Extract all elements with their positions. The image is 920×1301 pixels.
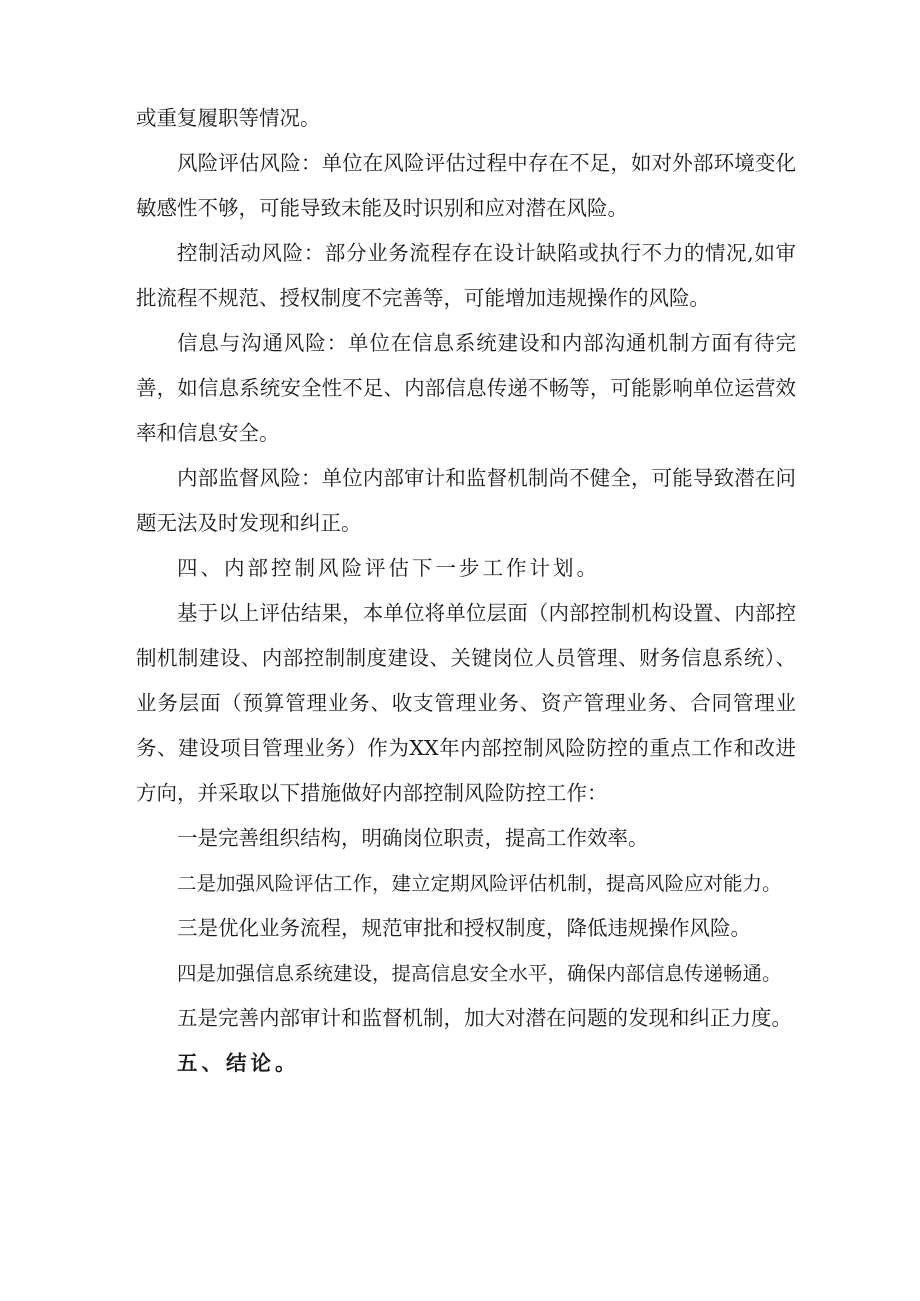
measure-item: 一是完善组织结构，明确岗位职责，提高工作效率。 [177, 826, 649, 850]
measure-item: 三是优化业务流程，规范审批和授权制度，降低违规操作风险。 [177, 916, 751, 940]
paragraph-control-activity: 控制活动风险：部分业务流程存在设计缺陷或执行不力的情况,如审批流程不规范、授权制度不完善等，可能增加违规操作的风险。 [136, 241, 796, 310]
paragraph-continuation: 或重复履职等情况。 [136, 106, 321, 130]
section-heading-4: 四、内部控制风险评估下一步工作计划。 [177, 556, 600, 580]
paragraph-risk-assessment: 风险评估风险：单位在风险评估过程中存在不足，如对外部环境变化敏感性不够，可能导致未能及时识别和应对潜在风险。 [136, 151, 796, 220]
measure-item: 五是完善内部审计和监督机制，加大对潜在问题的发现和纠正力度。 [177, 1006, 792, 1030]
measure-item: 四是加强信息系统建设，提高信息安全水平，确保内部信息传递畅通。 [177, 962, 782, 985]
paragraph-info-communication: 信息与沟通风险：单位在信息系统建设和内部沟通机制方面有待完善，如信息系统安全性不足、内部信息传递不畅等，可能影响单位运营效率和信息安全。 [136, 331, 796, 445]
document-page [136, 96, 796, 1086]
section-heading-5: 五、结论。 [177, 1051, 300, 1075]
paragraph-internal-supervision: 内部监督风险：单位内部审计和监督机制尚不健全，可能导致潜在问题无法及时发现和纠正。 [136, 466, 796, 535]
section-4-intro: 基于以上评估结果，本单位将单位层面（内部控制机构设置、内部控制机制建设、内部控制制度建设、关键岗位人员管理、财务信息系统）、业务层面（预算管理业务、收支管理业务、资产管理业务、合同管理业务、建设项目管理业务）作为XX年内部控制风险防控的重点工作和改进方向，并采取以下措施做好内部控制风险防控工作： [136, 601, 796, 805]
measure-item: 二是加强风险评估工作，建立定期风险评估机制，提高风险应对能力。 [177, 872, 782, 895]
